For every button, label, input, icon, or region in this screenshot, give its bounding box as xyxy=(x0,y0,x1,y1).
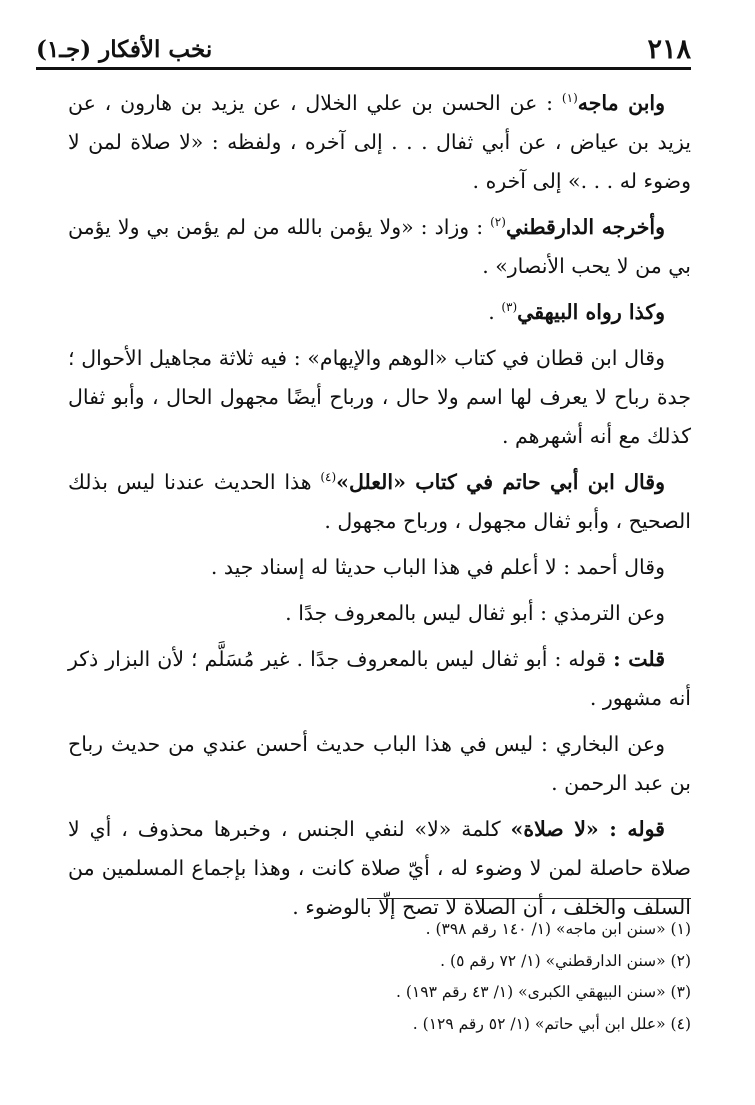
paragraph-lead: قوله : «لا صلاة» xyxy=(510,817,665,841)
footnote: (٢) «سنن الدارقطني» (١/ ٧٢ رقم ٥) . xyxy=(440,951,691,970)
paragraph-text: وقال أحمد : لا أعلم في هذا الباب حديثا له إسناد جيد . xyxy=(210,555,665,579)
page-header xyxy=(36,28,691,68)
paragraph-lead: وابن ماجه xyxy=(577,91,665,115)
footnote: (١) «سنن ابن ماجه» (١/ ١٤٠ رقم ٣٩٨) . xyxy=(425,920,691,938)
paragraph-text: . xyxy=(488,300,502,324)
paragraph-text: : وزاد : «ولا يؤمن بالله من لم يؤمن بي ولا يؤمن بي من لا يحب الأنصار» . xyxy=(68,215,691,278)
paragraph xyxy=(68,810,691,927)
footnote-ref: (٢) xyxy=(490,215,506,230)
footnote: (٣) «سنن البيهقي الكبرى» (١/ ٤٣ رقم ١٩٣) . xyxy=(396,983,691,1001)
paragraph xyxy=(68,548,691,587)
paragraph-lead: قلت : xyxy=(613,647,666,671)
paragraph xyxy=(68,339,691,456)
footnote-rule xyxy=(367,898,691,899)
paragraph xyxy=(68,594,691,633)
paragraph xyxy=(68,640,691,718)
paragraph-lead: وكذا رواه البيهقي xyxy=(517,300,665,324)
paragraph xyxy=(68,293,691,332)
footnote-ref: (٣) xyxy=(501,300,518,315)
paragraph-lead: وقال ابن أبي حاتم في كتاب «العلل» xyxy=(336,470,665,494)
footnote-ref: (١) xyxy=(561,91,578,106)
footnote-ref: (٤) xyxy=(320,470,337,485)
paragraph xyxy=(68,84,691,201)
paragraph xyxy=(68,725,691,803)
paragraph-lead: وأخرجه الدارقطني xyxy=(505,215,665,239)
paragraph-text: : عن الحسن بن علي الخلال ، عن يزيد بن هارون ، عن يزيد بن عياض ، عن أبي ثفال . . . إلى آخره ، ولفظه : «لا صلاة لمن لا وضوء له . . .» إلى آخره . xyxy=(68,91,691,193)
paragraph-text: وقال ابن قطان في كتاب «الوهم والإيهام» : فيه ثلاثة مجاهيل الأحوال ؛ جدة رباح لا يعرف لها اسم ولا حال ، ورباح أيضًا مجهول الحال ، وأبو ثفال كذلك مع أنه أشهرهم . xyxy=(68,346,691,448)
main-text xyxy=(68,84,691,934)
paragraph-text: كلمة «لا» لنفي الجنس ، وخبرها محذوف ، أي لا صلاة حاصلة لمن لا وضوء له ، أيّ صلاة كانت ، وهذا بإجماع المسلمين من السلف والخلف ، أن الصلاة لا تصح إلّا بالوضوء . xyxy=(68,817,691,919)
paragraph xyxy=(68,208,691,286)
paragraph-text: قوله : أبو ثفال ليس بالمعروف جدًا . غير مُسَلَّم ؛ لأن البزار ذكر أنه مشهور . xyxy=(68,647,691,710)
header-rule xyxy=(36,67,691,70)
paragraph-text: هذا الحديث عندنا ليس بذلك الصحيح ، وأبو ثفال مجهول ، ورباح مجهول . xyxy=(68,470,691,533)
footnotes xyxy=(200,914,691,1040)
paragraph xyxy=(68,463,691,541)
paragraph-text: وعن الترمذي : أبو ثفال ليس بالمعروف جدًا . xyxy=(285,601,665,625)
running-title: نخب الأفكار (جـ١) xyxy=(36,36,213,63)
footnote: (٤) «علل ابن أبي حاتم» (١/ ٥٢ رقم ١٢٩) . xyxy=(412,1014,691,1033)
page-number: ٢١٨ xyxy=(647,34,691,65)
paragraph-text: وعن البخاري : ليس في هذا الباب حديث أحسن عندي من حديث رباح بن عبد الرحمن . xyxy=(68,732,691,795)
